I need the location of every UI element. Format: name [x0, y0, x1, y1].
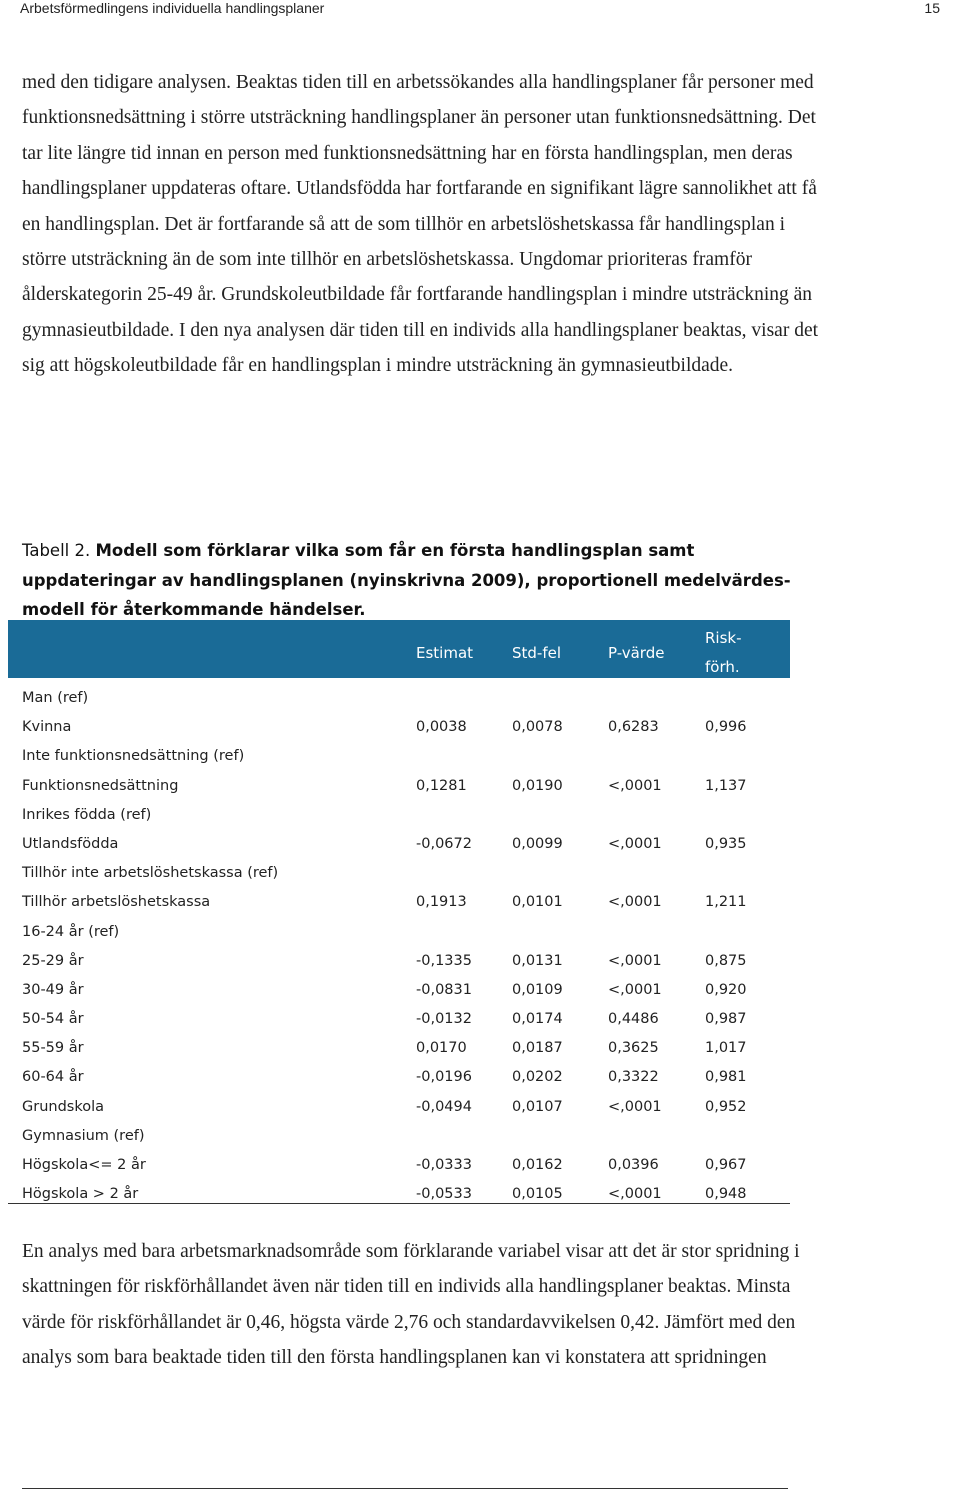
table-cell: 0,0162	[512, 1157, 563, 1173]
table-cell: 0,0101	[512, 894, 563, 911]
table-cell: -0,0533	[416, 1186, 472, 1203]
row-label: 50-54 år	[22, 1011, 84, 1028]
table-cell: 0,0170	[416, 1040, 467, 1057]
row-label: 55-59 år	[22, 1040, 84, 1057]
row-label: Kvinna	[22, 719, 72, 736]
row-label: Gymnasium (ref)	[22, 1127, 145, 1144]
table-cell: 0,996	[705, 719, 747, 736]
row-label: Tillhör inte arbetslöshetskassa (ref)	[22, 865, 279, 882]
table-cell: 0,4486	[608, 1011, 659, 1028]
table-cell: -0,1335	[416, 952, 472, 969]
row-label: Tillhör arbetslöshetskassa	[22, 894, 211, 911]
table-row	[0, 742, 800, 771]
table-cell: -0,0672	[416, 835, 472, 852]
table-cell: <,0001	[608, 777, 662, 794]
page-number: 15	[924, 0, 940, 16]
table-caption	[22, 536, 802, 625]
footnote-rule	[22, 1488, 788, 1489]
row-label: 16-24 år (ref)	[22, 923, 120, 940]
table-row	[0, 801, 800, 830]
table-row	[0, 772, 800, 801]
table-cell: -0,0132	[416, 1011, 472, 1028]
row-label: 60-64 år	[22, 1069, 84, 1086]
table-cell: 0,0187	[512, 1040, 563, 1057]
column-header-p-varde: P-värde	[608, 644, 665, 662]
table-cell: <,0001	[608, 835, 662, 852]
table-cell: 0,920	[705, 981, 747, 998]
column-header-risk-line1: Risk-	[705, 629, 742, 647]
table-row	[0, 918, 800, 947]
body-paragraph-2: En analys med bara arbetsmarknadsområde som förklarande variabel visar att det är stor spridning i skattningen för riskförhållandet även när tiden till en individs alla handlingsplaner beaktas. Minsta värde för riskförhållandet är 0,46, högsta värde 2,76 och standardavvikelsen 0,42. Jämfört med den analys som bara beaktade tiden till den första handlingsplanen kan vi konstatera att spridningen	[22, 1241, 800, 1369]
table-cell: <,0001	[608, 894, 662, 911]
table-cell: -0,0333	[416, 1157, 472, 1173]
table-bottom-rule	[8, 1203, 790, 1204]
table-cell: -0,0494	[416, 1098, 472, 1115]
table-row	[0, 830, 800, 859]
table-cell: 0,0105	[512, 1186, 563, 1203]
table-cell: 0,0107	[512, 1098, 563, 1115]
table-row	[0, 1180, 800, 1209]
table-cell: 0,1913	[416, 894, 467, 911]
row-label: Utlandsfödda	[22, 835, 119, 852]
page-header	[20, 0, 940, 16]
table-cell: <,0001	[608, 1098, 662, 1115]
table-cell: 0,0099	[512, 835, 563, 852]
table-caption-text: Modell som förklarar vilka som får en första handlingsplan samt uppdateringar av handlingsplanen (nyinskrivna 2009), proportionell medelvärdes-modell för återkommande händelser.	[22, 541, 791, 619]
table-row	[0, 1122, 800, 1151]
table-cell: 1,017	[705, 1040, 747, 1057]
table-cell: 0,0038	[416, 719, 467, 736]
table-cell: <,0001	[608, 952, 662, 969]
table-cell: 0,967	[705, 1157, 747, 1173]
column-header-risk-line2: förh.	[705, 658, 740, 676]
table-row	[0, 859, 800, 888]
table-cell: 0,0202	[512, 1069, 563, 1086]
table-cell: -0,0196	[416, 1069, 472, 1086]
table-cell: 0,0078	[512, 719, 563, 736]
row-label: Funktionsnedsättning	[22, 777, 179, 794]
column-header-std-fel: Std-fel	[512, 644, 562, 662]
table-cell: <,0001	[608, 1186, 662, 1203]
table-cell: 0,0396	[608, 1157, 659, 1173]
row-label: Inrikes födda (ref)	[22, 806, 152, 823]
table-cell: 0,1281	[416, 777, 467, 794]
table-caption-label: Tabell 2.	[22, 541, 91, 560]
table-row	[0, 976, 800, 1005]
table-cell: 0,875	[705, 952, 747, 969]
table-header	[8, 620, 790, 678]
table-row	[0, 684, 800, 713]
table-row	[0, 1093, 800, 1122]
table-cell: 0,0109	[512, 981, 563, 998]
table-cell: -0,0831	[416, 981, 472, 998]
table-cell: 1,137	[705, 777, 747, 794]
table-row	[0, 713, 800, 742]
document-title: Arbetsförmedlingens individuella handlingsplaner	[20, 0, 325, 16]
row-label: 30-49 år	[22, 981, 84, 998]
table-row	[0, 1034, 800, 1063]
table-cell: 1,211	[705, 894, 747, 911]
table-body	[0, 684, 800, 1209]
table-cell: 0,0174	[512, 1011, 563, 1028]
table-cell: 0,3322	[608, 1069, 659, 1086]
table-cell: 0,948	[705, 1186, 747, 1203]
row-label: 25-29 år	[22, 952, 84, 969]
column-header-estimat: Estimat	[416, 644, 474, 662]
row-label: Inte funktionsnedsättning (ref)	[22, 748, 245, 765]
body-paragraph-1: med den tidigare analysen. Beaktas tiden till en arbetssökandes alla handlingsplaner får personer med funktionsnedsättning i större utsträckning handlingsplaner än personer utan funktionsnedsättning. Det tar lite längre tid innan en person med funktionsnedsättning har en första handlingsplan, men deras handlingsplaner uppdateras oftare. Utlandsfödda har fortfarande en signifikant lägre sannolikhet att få en handlingsplan. Det är fortfarande så att de som tillhör en arbetslöshetskassa får handlingsplan i större utsträckning än de som inte tillhör en arbetslöshetskassa. Ungdomar prioriteras framför ålderskategorin 25-49 år. Grundskoleutbildade får fortfarande handlingsplan i mindre utsträckning än gymnasieutbildade. I den nya analysen där tiden till en individs alla handlingsplaner beaktas, visar det sig att högskoleutbildade får en handlingsplan i mindre utsträckning än gymnasieutbildade.	[22, 72, 819, 377]
table-cell: 0,0131	[512, 952, 563, 969]
table-cell: <,0001	[608, 981, 662, 998]
table-row	[0, 888, 800, 917]
table-cell: 0,0190	[512, 777, 563, 794]
table-cell: 0,6283	[608, 719, 659, 736]
table-row	[0, 1063, 800, 1092]
table-row	[0, 1151, 800, 1180]
row-label: Högskola > 2 år	[22, 1186, 139, 1203]
row-label: Man (ref)	[22, 690, 89, 706]
row-label: Grundskola	[22, 1098, 105, 1115]
table-cell: 0,3625	[608, 1040, 659, 1057]
table-cell: 0,935	[705, 835, 747, 852]
table-row	[0, 1005, 800, 1034]
table-cell: 0,952	[705, 1098, 747, 1115]
row-label: Högskola<= 2 år	[22, 1157, 146, 1173]
table-cell: 0,987	[705, 1011, 747, 1028]
table-row	[0, 947, 800, 976]
table-cell: 0,981	[705, 1069, 747, 1086]
